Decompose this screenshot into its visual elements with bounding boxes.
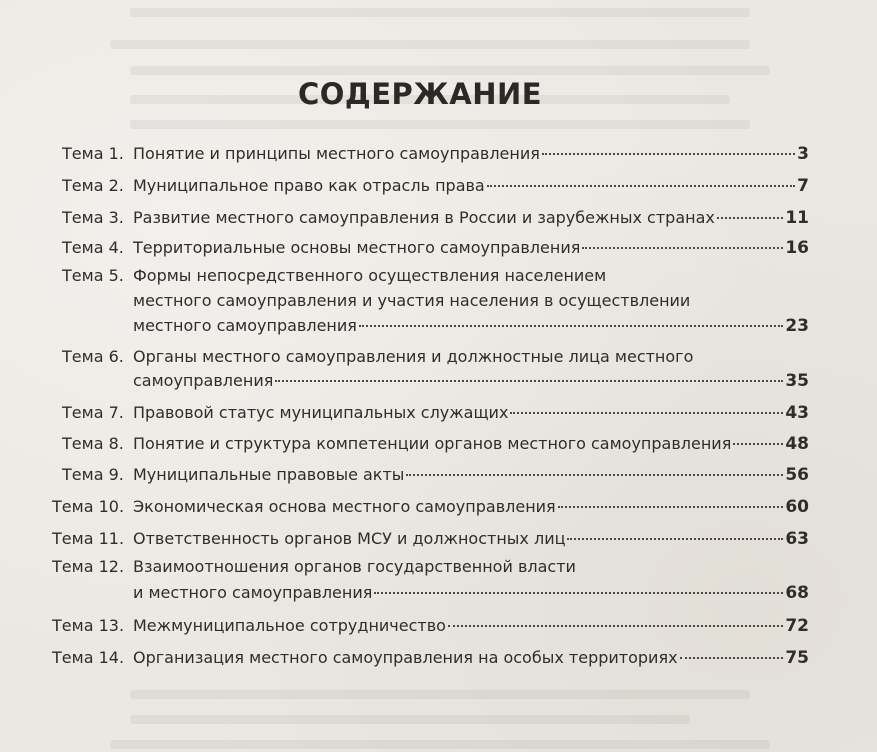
topic-number: Тема 8.	[62, 434, 124, 453]
page-number: 75	[785, 648, 809, 668]
topic-title-line: Взаимоотношения органов государственной власти	[133, 557, 576, 576]
page-number: 48	[785, 434, 809, 454]
dot-leader	[582, 247, 783, 249]
topic-title: Муниципальные правовые акты	[133, 465, 405, 484]
topic-title-line: Формы непосредственного осуществления населением	[133, 266, 607, 285]
topic-number: Тема 4.	[62, 238, 124, 257]
topic-title: Территориальные основы местного самоуправления	[133, 238, 581, 257]
dot-leader	[374, 592, 783, 594]
page-number: 68	[785, 583, 809, 603]
page-title: СОДЕРЖАНИЕ	[297, 77, 543, 112]
page-number: 43	[785, 403, 809, 423]
topic-title: Ответственность органов МСУ и должностных лиц	[133, 529, 566, 548]
topic-title: Экономическая основа местного самоуправления	[133, 497, 556, 516]
dot-leader	[406, 474, 783, 476]
topic-number: Тема 3.	[62, 208, 124, 227]
page-number: 63	[785, 529, 809, 549]
page-number: 16	[785, 238, 809, 258]
topic-number: Тема 11.	[52, 529, 125, 548]
dot-leader	[275, 380, 783, 382]
page-number: 7	[797, 176, 809, 196]
page-number: 11	[785, 208, 809, 228]
topic-number: Тема 9.	[62, 465, 124, 484]
topic-title: Организация местного самоуправления на особых территориях	[133, 648, 678, 667]
topic-title: Развитие местного самоуправления в России и зарубежных странах	[133, 208, 715, 227]
topic-number: Тема 1.	[62, 144, 124, 163]
topic-number: Тема 12.	[52, 557, 125, 576]
dot-leader	[558, 506, 784, 508]
page-number: 23	[785, 316, 809, 336]
topic-title-line: местного самоуправления	[133, 316, 357, 335]
topic-title-line: Органы местного самоуправления и должностные лица местного	[133, 347, 694, 366]
topic-number: Тема 6.	[62, 347, 124, 366]
topic-number: Тема 7.	[62, 403, 124, 422]
page-number: 56	[785, 465, 809, 485]
dot-leader	[487, 185, 795, 187]
topic-number: Тема 5.	[62, 266, 124, 285]
topic-title: Межмуниципальное сотрудничество	[133, 616, 446, 635]
topic-number: Тема 2.	[62, 176, 124, 195]
dot-leader	[680, 657, 784, 659]
dot-leader	[359, 325, 783, 327]
page-number: 60	[785, 497, 809, 517]
page-number: 35	[785, 371, 809, 391]
dot-leader	[510, 412, 783, 414]
topic-title: Понятие и структура компетенции органов местного самоуправления	[133, 434, 732, 453]
topic-number: Тема 14.	[52, 648, 125, 667]
topic-number: Тема 10.	[52, 497, 125, 516]
dot-leader	[542, 153, 795, 155]
page-number: 3	[797, 144, 809, 164]
topic-title-line: и местного самоуправления	[133, 583, 373, 602]
topic-title: Правовой статус муниципальных служащих	[133, 403, 509, 422]
dot-leader	[567, 538, 783, 540]
topic-title: Муниципальное право как отрасль права	[133, 176, 485, 195]
dot-leader	[717, 217, 783, 219]
topic-title: Понятие и принципы местного самоуправления	[133, 144, 540, 163]
topic-number: Тема 13.	[52, 616, 125, 635]
dot-leader	[733, 443, 783, 445]
dot-leader	[448, 625, 783, 627]
topic-title-line: самоуправления	[133, 371, 274, 390]
topic-title-line: местного самоуправления и участия населения в осуществлении	[133, 291, 691, 310]
page-number: 72	[785, 616, 809, 636]
